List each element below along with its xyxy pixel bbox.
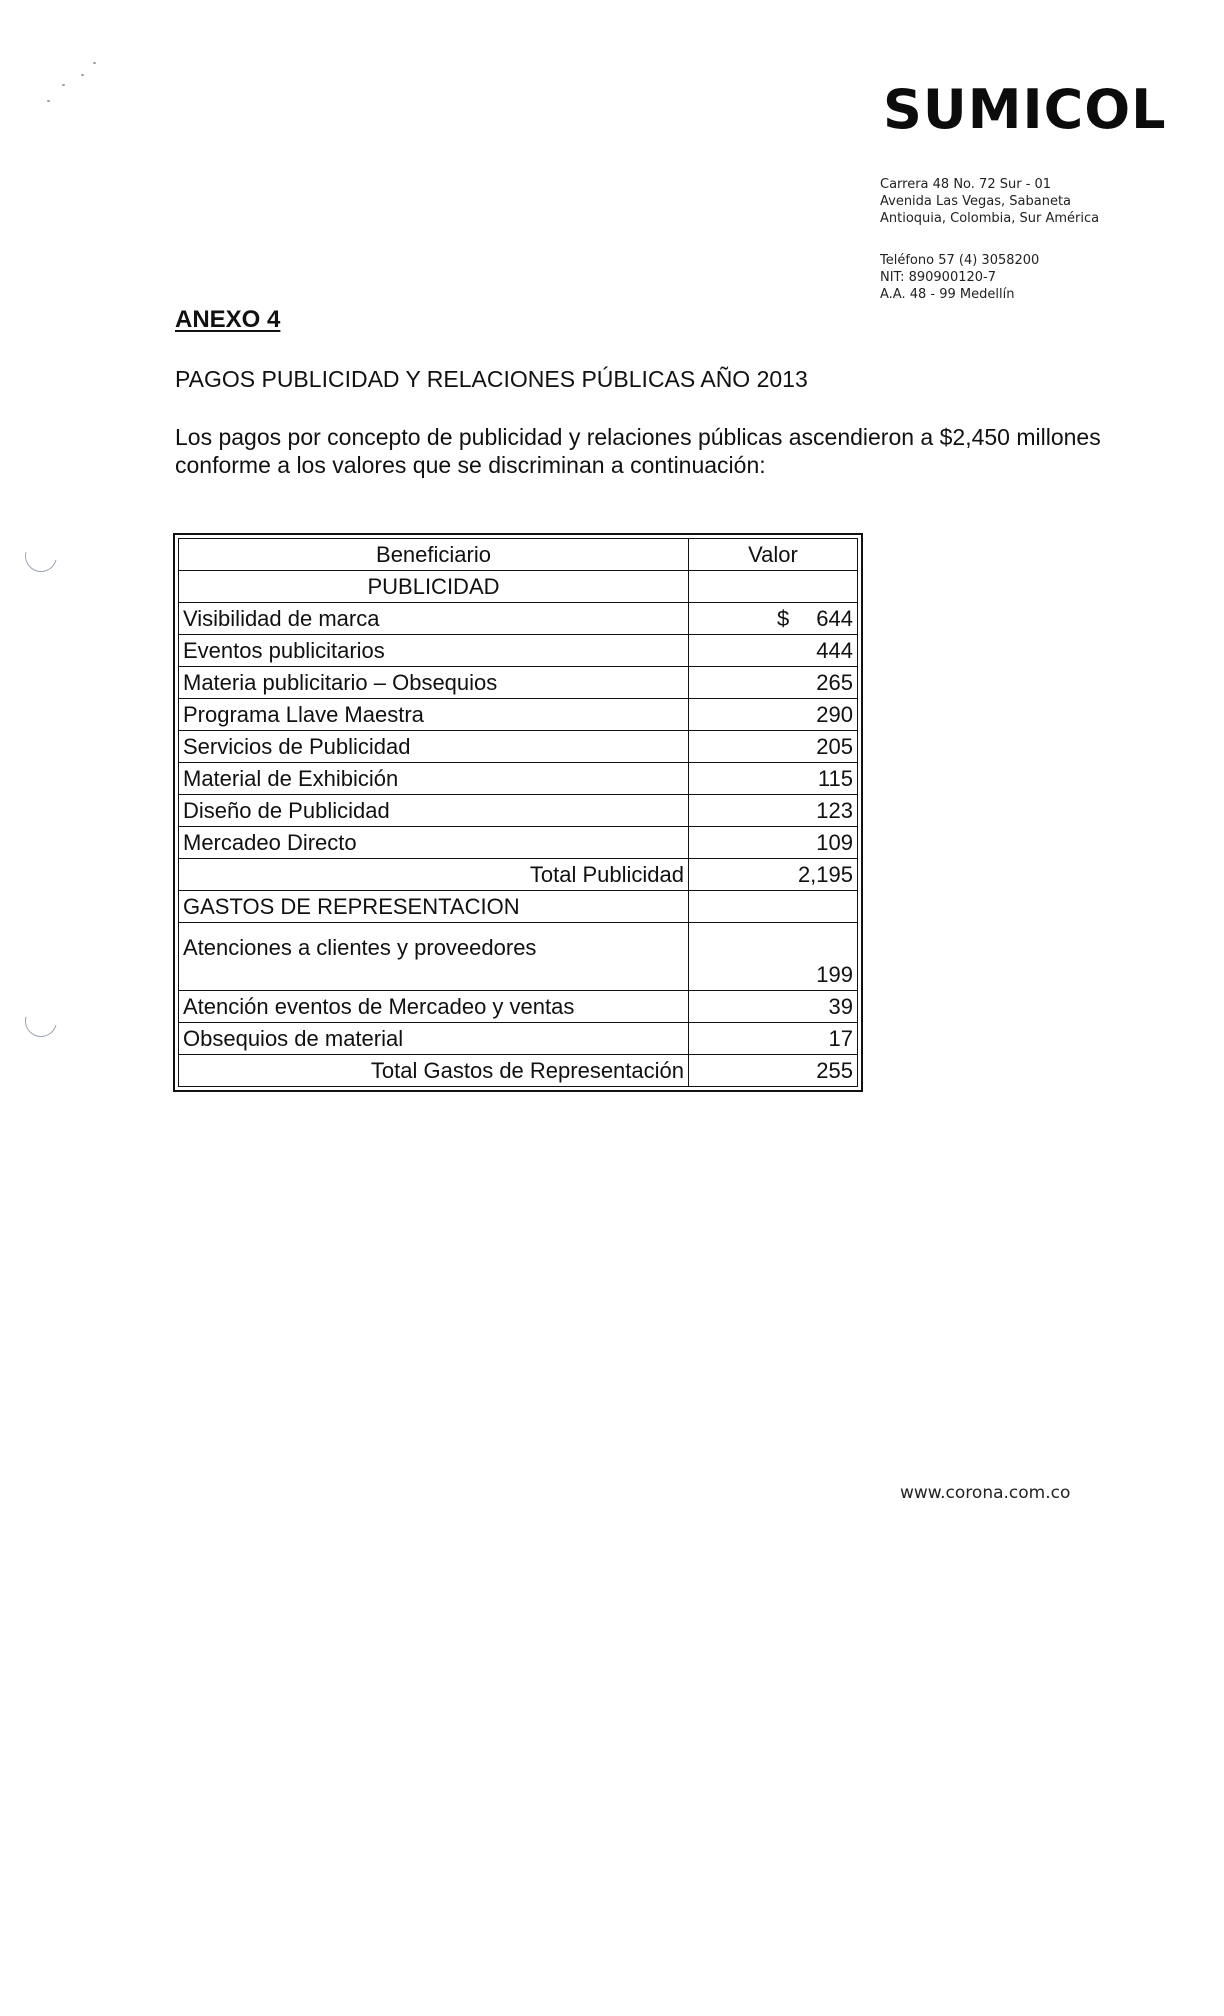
table-row (179, 635, 858, 667)
row-value: 39 (689, 991, 858, 1023)
table-header-row (179, 539, 858, 571)
scan-speckle (47, 100, 50, 102)
row-label: Eventos publicitarios (179, 635, 689, 667)
total-label-representacion: Total Gastos de Representación (179, 1055, 689, 1087)
row-label: Material de Exhibición (179, 763, 689, 795)
empty-cell (689, 891, 858, 923)
table-row (179, 1023, 858, 1055)
row-label: Diseño de Publicidad (179, 795, 689, 827)
total-row-publicidad (179, 859, 858, 891)
section-row-representacion (179, 891, 858, 923)
row-value: 205 (689, 731, 858, 763)
row-label: Obsequios de material (179, 1023, 689, 1055)
row-value (689, 603, 858, 635)
table-row (179, 795, 858, 827)
section-title-representacion: GASTOS DE REPRESENTACION (179, 891, 689, 923)
row-value: 17 (689, 1023, 858, 1055)
footer-website: www.corona.com.co (900, 1483, 1071, 1503)
intro-line: conforme a los valores que se discriminan a continuación: (175, 452, 766, 478)
contact-line: NIT: 890900120-7 (880, 270, 996, 285)
row-label: Atención eventos de Mercadeo y ventas (179, 991, 689, 1023)
intro-paragraph (175, 423, 1175, 479)
document-heading: PAGOS PUBLICIDAD Y RELACIONES PÚBLICAS AÑO 2013 (175, 366, 808, 392)
row-label: Mercadeo Directo (179, 827, 689, 859)
row-value-number: 644 (816, 605, 853, 631)
table-row (179, 763, 858, 795)
company-contact (880, 252, 1039, 303)
address-line: Avenida Las Vegas, Sabaneta (880, 194, 1072, 209)
payments-table-frame (173, 533, 863, 1092)
table-row (179, 991, 858, 1023)
table-row (179, 667, 858, 699)
row-value: 115 (689, 763, 858, 795)
empty-cell (689, 571, 858, 603)
scan-punch-mark (19, 999, 63, 1043)
section-row-publicidad (179, 571, 858, 603)
total-row-representacion (179, 1055, 858, 1087)
row-label: Materia publicitario – Obsequios (179, 667, 689, 699)
annex-title: ANEXO 4 (175, 306, 281, 333)
contact-line: Teléfono 57 (4) 3058200 (880, 253, 1040, 268)
total-label-publicidad: Total Publicidad (179, 859, 689, 891)
company-logo-name: SUMICOL (883, 78, 1167, 141)
row-label: Atenciones a clientes y proveedores (179, 923, 689, 991)
intro-line: Los pagos por concepto de publicidad y relaciones públicas ascendieron a $2,450 millones (175, 424, 1101, 450)
table-row (179, 827, 858, 859)
table-row (179, 699, 858, 731)
scan-speckle (62, 84, 65, 86)
scan-punch-mark (19, 534, 63, 578)
address-line: Antioquia, Colombia, Sur América (880, 211, 1100, 226)
row-value: 199 (689, 923, 858, 991)
row-value: 444 (689, 635, 858, 667)
address-line: Carrera 48 No. 72 Sur - 01 (880, 177, 1052, 192)
row-label: Programa Llave Maestra (179, 699, 689, 731)
scan-speckle (81, 74, 84, 76)
row-value: 290 (689, 699, 858, 731)
contact-line: A.A. 48 - 99 Medellín (880, 287, 1015, 302)
company-address (880, 176, 1099, 227)
total-value-publicidad: 2,195 (689, 859, 858, 891)
row-value: 123 (689, 795, 858, 827)
row-label: Servicios de Publicidad (179, 731, 689, 763)
row-value: 265 (689, 667, 858, 699)
section-title-publicidad: PUBLICIDAD (179, 571, 689, 603)
table-row (179, 603, 858, 635)
table-row (179, 923, 858, 991)
table-row (179, 731, 858, 763)
payments-table (178, 538, 858, 1087)
row-label: Visibilidad de marca (179, 603, 689, 635)
currency-symbol: $ (777, 605, 790, 631)
header-value: Valor (689, 539, 858, 571)
total-value-representacion: 255 (689, 1055, 858, 1087)
header-beneficiary: Beneficiario (179, 539, 689, 571)
scan-speckle (93, 62, 96, 64)
row-value: 109 (689, 827, 858, 859)
